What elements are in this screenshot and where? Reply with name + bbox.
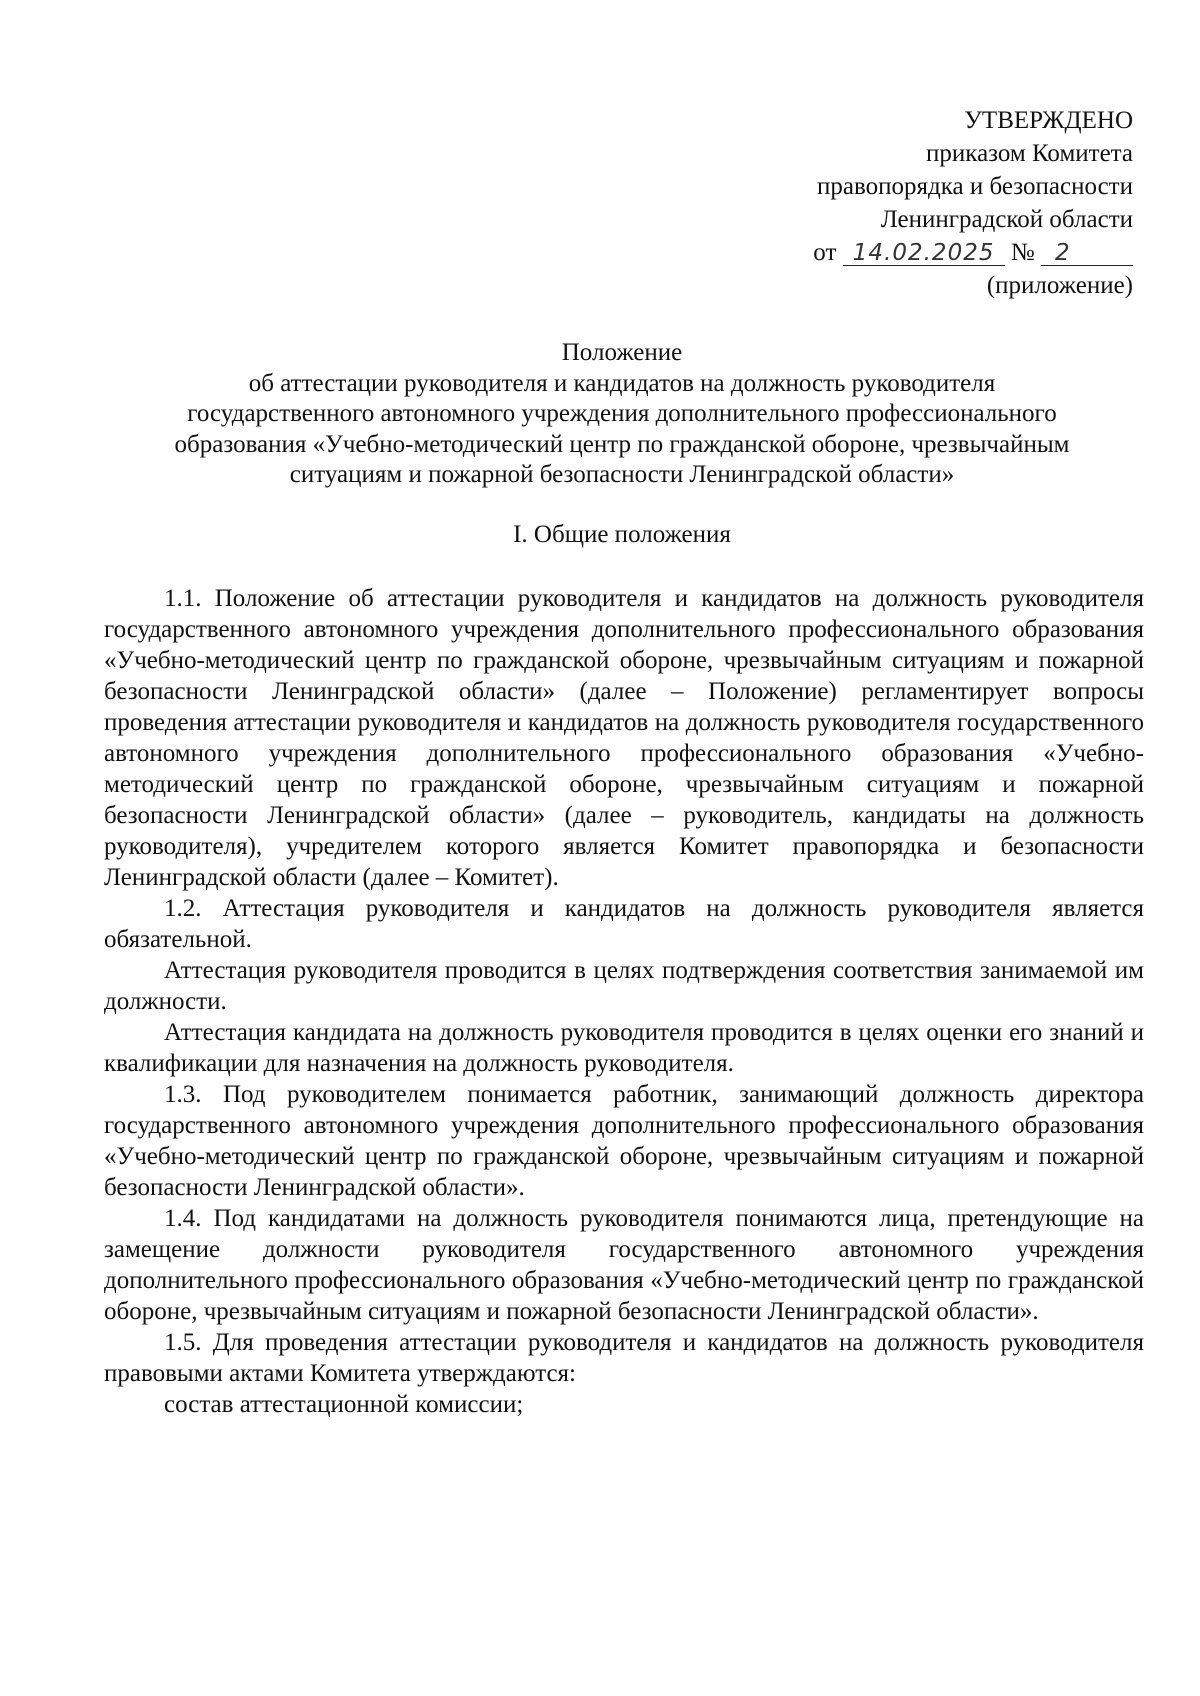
paragraph-attestation-purpose: Аттестация руководителя проводится в целях подтверждения соответствия занимаемой им должности.: [104, 957, 1144, 1015]
approval-order-line: приказом Комитета: [926, 140, 1133, 167]
approval-heading: УТВЕРЖДЕНО: [964, 107, 1133, 134]
paragraph-1-4: 1.4. Под кандидатами на должность руководителя понимаются лица, претендующие на замещение должности руководителя государственного автономного учреждения дополнительного профессионального образования «Учебно-методический центр по гражданской обороне, чрезвычайным ситуациям и пожарной безопасности Ленинградской области».: [104, 1205, 1144, 1325]
approval-committee-line: правопорядка и безопасности: [817, 173, 1133, 200]
from-label: от: [813, 239, 837, 266]
title-line: образования «Учебно-методический центр по гражданской обороне, чрезвычайным: [174, 430, 1070, 458]
appendix-label: (приложение): [986, 272, 1133, 299]
approval-region-line: Ленинградской области: [880, 206, 1133, 233]
list-item-commission: состав аттестационной комиссии;: [164, 1391, 524, 1418]
approval-stamp-block: [813, 104, 1133, 302]
paragraph-1-5: 1.5. Для проведения аттестации руководителя и кандидатов на должность руководителя правовыми актами Комитета утверждаются:: [104, 1329, 1144, 1387]
title-line: государственного автономного учреждения дополнительного профессионального: [187, 400, 1057, 427]
number-label: №: [1010, 239, 1035, 266]
section-heading: I. Общие положения: [513, 521, 731, 548]
title-line: Положение: [561, 339, 683, 366]
document-title: [100, 338, 1144, 491]
title-line: об аттестации руководителя и кандидатов на должность руководителя: [248, 369, 996, 397]
paragraph-1-2: 1.2. Аттестация руководителя и кандидатов на должность руководителя является обязательной.: [104, 895, 1144, 953]
handwritten-number: 2: [1041, 241, 1133, 266]
paragraph-1-3: 1.3. Под руководителем понимается работник, занимающий должность директора государственного автономного учреждения дополнительного профессионального образования «Учебно-методический центр по гражданской обороне, чрезвычайным ситуациям и пожарной безопасности Ленинградской области».: [104, 1081, 1144, 1201]
paragraph-1-1: 1.1. Положение об аттестации руководителя и кандидатов на должность руководителя государственного автономного учреждения дополнительного профессионального образования «Учебно-методический центр по гражданской обороне, чрезвычайным ситуациям и пожарной безопасности Ленинградской области» (далее – Положение) регламентирует вопросы проведения аттестации руководителя и кандидатов на должность руководителя государственного автономного учреждения дополнительного профессионального образования «Учебно-методический центр по гражданской обороне, чрезвычайным ситуациям и пожарной безопасности Ленинградской области» (далее – руководитель, кандидаты на должность руководителя), учредителем которого является Комитет правопорядка и безопасности Ленинградской области (далее – Комитет).: [104, 585, 1144, 891]
paragraph-candidate-purpose: Аттестация кандидата на должность руководителя проводится в целях оценки его знаний и квалификации для назначения на должность руководителя.: [104, 1019, 1144, 1077]
title-line: ситуациям и пожарной безопасности Ленинградской области»: [289, 461, 955, 488]
handwritten-date: 14.02.2025: [843, 241, 1005, 266]
body-text: [104, 583, 1144, 1420]
approval-date-line: [813, 236, 1133, 269]
